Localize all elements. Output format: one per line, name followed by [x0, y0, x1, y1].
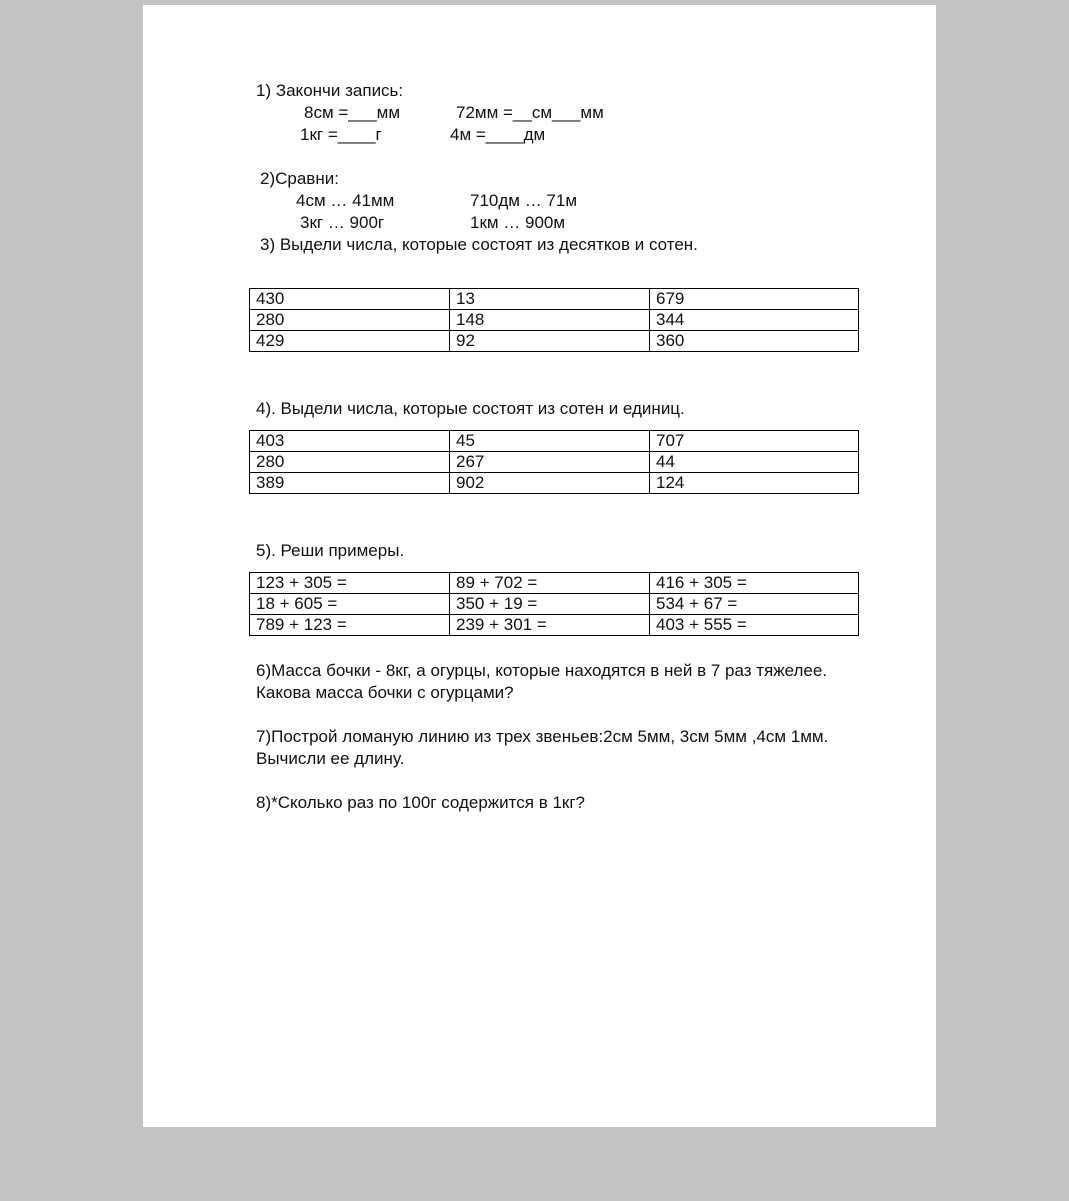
table-cell: 403 + 555 = — [650, 615, 859, 636]
task3-table — [249, 288, 859, 352]
table-cell: 789 + 123 = — [250, 615, 450, 636]
table-cell: 429 — [250, 331, 450, 352]
table-cell: 148 — [450, 310, 650, 331]
table-cell: 679 — [650, 289, 859, 310]
table-cell: 267 — [450, 452, 650, 473]
table-cell: 89 + 702 = — [450, 573, 650, 594]
task5-table — [249, 572, 859, 636]
task4-title: 4). Выдели числа, которые состоят из сотен и единиц. — [256, 399, 685, 418]
task7-line2: Вычисли ее длину. — [256, 749, 405, 768]
table-cell: 902 — [450, 473, 650, 494]
task3-title: 3) Выдели числа, которые состоят из десятков и сотен. — [260, 235, 698, 254]
task2-title: 2)Сравни: — [260, 169, 339, 188]
table-cell: 44 — [650, 452, 859, 473]
task2-row1-b: 710дм … 71м — [470, 191, 578, 210]
table-cell: 430 — [250, 289, 450, 310]
table-row — [250, 431, 859, 452]
task2-row2-a: 3кг … 900г — [300, 213, 385, 232]
table-cell: 124 — [650, 473, 859, 494]
table-row — [250, 310, 859, 331]
task6-line1: 6)Масса бочки - 8кг, а огурцы, которые находятся в ней в 7 раз тяжелее. — [256, 661, 828, 680]
task1-row2-a: 1кг =____г — [300, 125, 382, 144]
table-cell: 280 — [250, 310, 450, 331]
task1-row1-a: 8см =___мм — [304, 103, 401, 122]
table-cell: 350 + 19 = — [450, 594, 650, 615]
table-row — [250, 473, 859, 494]
table-cell: 92 — [450, 331, 650, 352]
table-cell: 239 + 301 = — [450, 615, 650, 636]
table-cell: 280 — [250, 452, 450, 473]
task1-title: 1) Закончи запись: — [256, 81, 404, 100]
task2-row1-a: 4см … 41мм — [296, 191, 395, 210]
task4-table — [249, 430, 859, 494]
table-cell: 416 + 305 = — [650, 573, 859, 594]
task6-line2: Какова масса бочки с огурцами? — [256, 683, 514, 702]
table-cell: 18 + 605 = — [250, 594, 450, 615]
table-cell: 344 — [650, 310, 859, 331]
table-row — [250, 594, 859, 615]
table-cell: 45 — [450, 431, 650, 452]
task8-line1: 8)*Сколько раз по 100г содержится в 1кг? — [256, 793, 586, 812]
table-row — [250, 331, 859, 352]
task2-row2-b: 1км … 900м — [470, 213, 566, 232]
document-page — [143, 5, 936, 1127]
task5-title: 5). Реши примеры. — [256, 541, 405, 560]
table-cell: 389 — [250, 473, 450, 494]
table-cell: 534 + 67 = — [650, 594, 859, 615]
table-cell: 123 + 305 = — [250, 573, 450, 594]
table-row — [250, 289, 859, 310]
table-row — [250, 615, 859, 636]
task7-line1: 7)Построй ломаную линию из трех звеньев:2см 5мм, 3см 5мм ,4см 1мм. — [256, 727, 829, 746]
table-row — [250, 573, 859, 594]
task1-row2-b: 4м =____дм — [450, 125, 546, 144]
table-cell: 403 — [250, 431, 450, 452]
task1-row1-b: 72мм =__см___мм — [456, 103, 604, 122]
table-cell: 13 — [450, 289, 650, 310]
table-cell: 707 — [650, 431, 859, 452]
table-row — [250, 452, 859, 473]
table-cell: 360 — [650, 331, 859, 352]
